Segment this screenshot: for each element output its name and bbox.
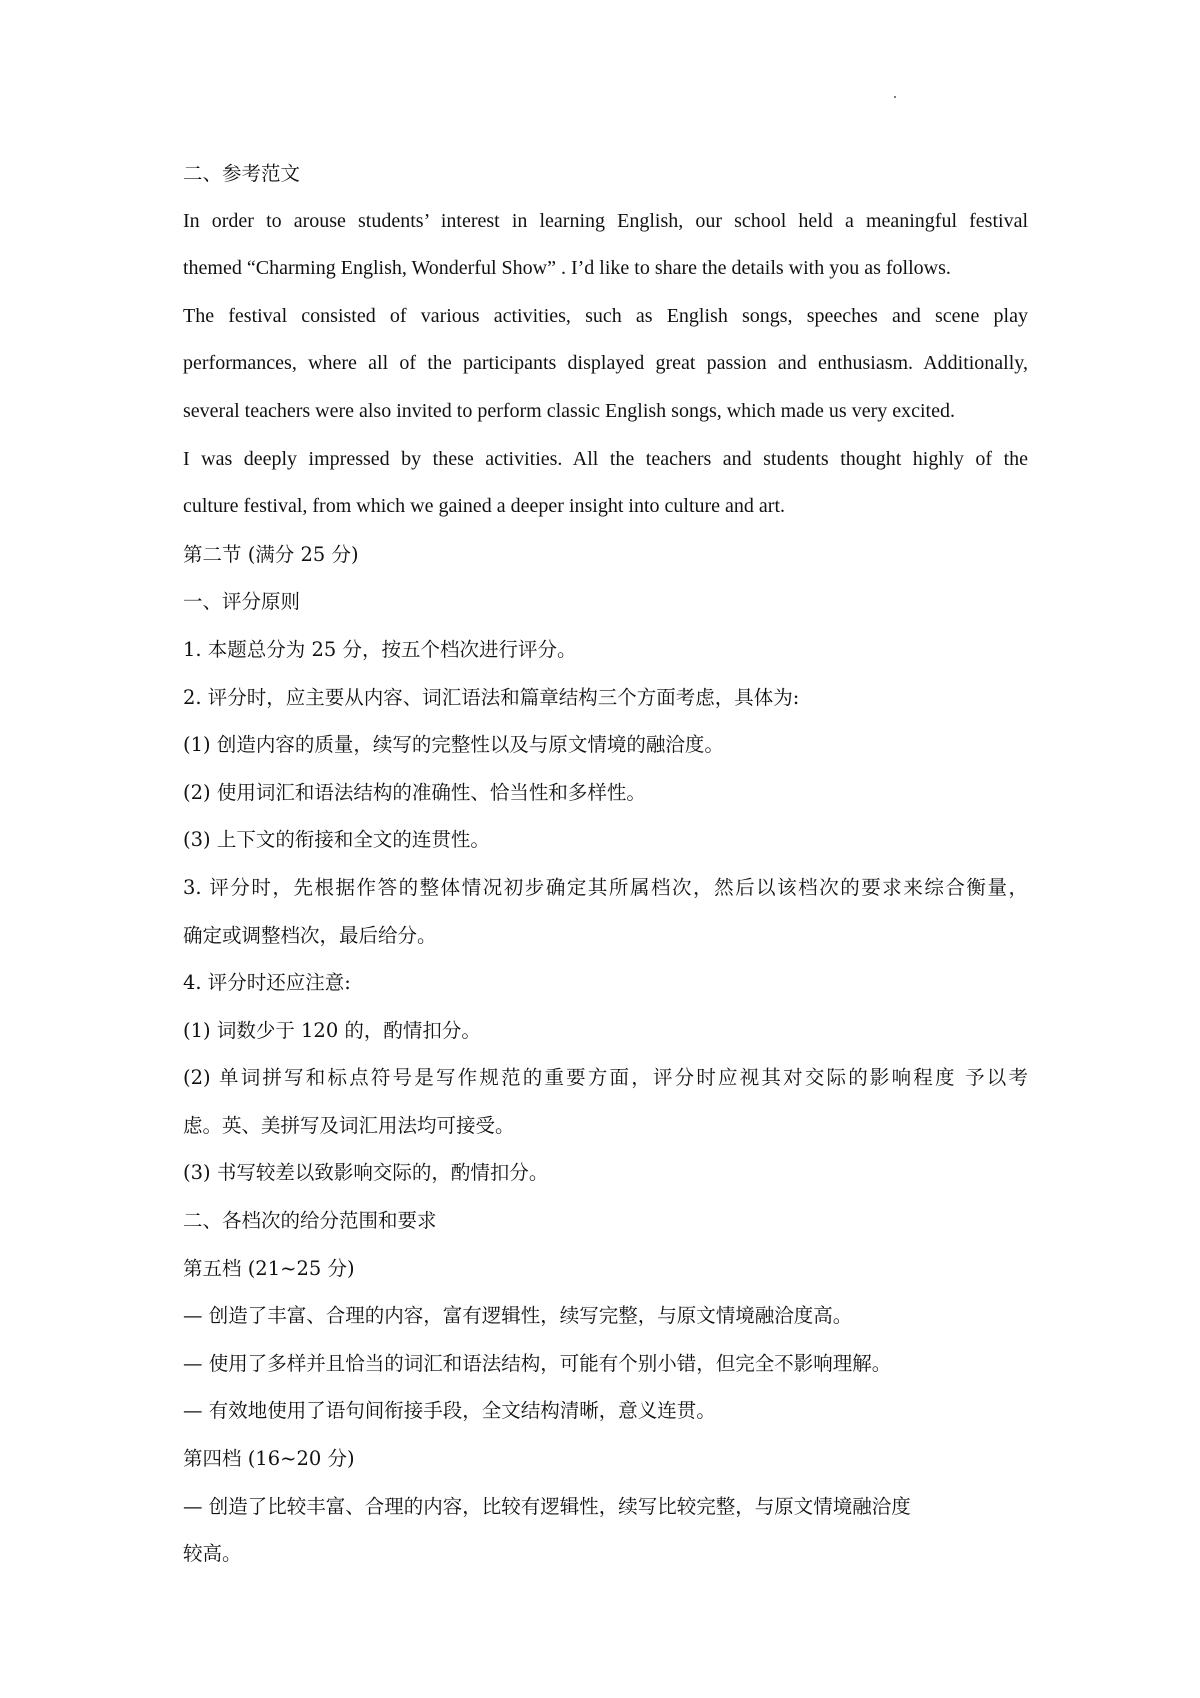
rule-4-sub-2-line-2: 虑。英、美拼写及词汇用法均可接受。 (183, 1113, 515, 1137)
level-4-item-line-2: 较高。 (183, 1542, 242, 1566)
level-5-item: — 创造了丰富、合理的内容，富有逻辑性，续写完整，与原文情境融洽度高。 (183, 1304, 853, 1328)
level-5-title: 第五档 (21~25 分) (183, 1256, 355, 1280)
section-title: 第二节 (满分 25 分) (183, 542, 359, 566)
stray-dot (894, 96, 896, 98)
levels-heading: 二、各档次的给分范围和要求 (183, 1209, 437, 1233)
rule-3-line-1: 3. 评分时，先根据作答的整体情况初步确定其所属档次，然后以该档次的要求来综合衡量， (183, 875, 1028, 899)
level-4-item-line-1: — 创造了比较丰富、合理的内容，比较有逻辑性，续写比较完整，与原文情境融洽度 (183, 1494, 911, 1518)
rule-2: 2. 评分时，应主要从内容、词汇语法和篇章结构三个方面考虑，具体为: (183, 685, 800, 709)
level-5-item: — 有效地使用了语句间衔接手段，全文结构清晰，意义连贯。 (183, 1399, 716, 1423)
level-4-title: 第四档 (16~20 分) (183, 1447, 355, 1471)
rule-1: 1. 本题总分为 25 分，按五个档次进行评分。 (183, 637, 577, 661)
rule-4-sub-2-line-1: (2) 单词拼写和标点符号是写作规范的重要方面，评分时应视其对交际的影响程度 予以考 (183, 1066, 1028, 1090)
essay-line: I was deeply impressed by these activities. All the teachers and students thought highly of the (183, 447, 1028, 470)
rule-2-sub-1: (1) 创造内容的质量，续写的完整性以及与原文情境的融洽度。 (183, 733, 724, 757)
essay-line: In order to arouse students’ interest in learning English, our school held a meaningful festival (183, 209, 1028, 232)
essay-line: performances, where all of the participants displayed great passion and enthusiasm. Additionally, (183, 352, 1028, 375)
rule-2-sub-3: (3) 上下文的衔接和全文的连贯性。 (183, 828, 490, 852)
essay-line: culture festival, from which we gained a deeper insight into culture and art. (183, 495, 786, 518)
level-5-item: — 使用了多样并且恰当的词汇和语法结构，可能有个别小错，但完全不影响理解。 (183, 1351, 892, 1375)
document-page (183, 150, 1028, 1578)
rule-4-sub-3: (3) 书写较差以致影响交际的，酌情扣分。 (183, 1161, 549, 1185)
rule-3-line-2: 确定或调整档次，最后给分。 (183, 923, 437, 947)
rule-4: 4. 评分时还应注意: (183, 971, 351, 995)
essay-line: The festival consisted of various activities, such as English songs, speeches and scene play (183, 304, 1028, 327)
essay-line: several teachers were also invited to perform classic English songs, which made us very excited. (183, 399, 955, 422)
essay-line: themed “Charming English, Wonderful Show” . I’d like to share the details with you as follows. (183, 257, 951, 280)
rule-2-sub-2: (2) 使用词汇和语法结构的准确性、恰当性和多样性。 (183, 780, 646, 804)
principles-heading: 一、评分原则 (183, 590, 301, 614)
rule-4-sub-1: (1) 词数少于 120 的，酌情扣分。 (183, 1018, 481, 1042)
essay-heading: 二、参考范文 (183, 162, 301, 185)
